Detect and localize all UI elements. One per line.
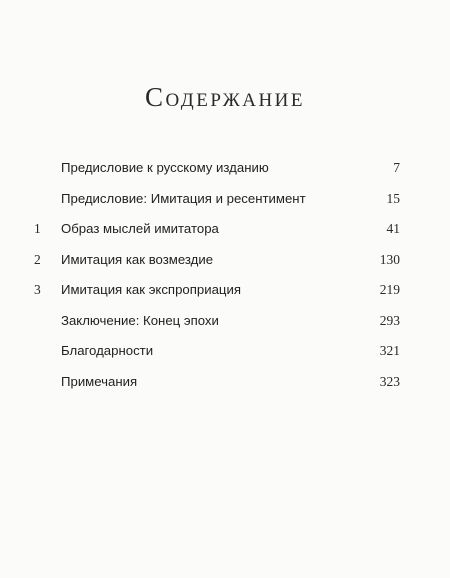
toc-page-number: 293 xyxy=(379,312,400,328)
toc-page-number: 321 xyxy=(379,343,400,358)
toc-entry-title: Примечания xyxy=(61,373,138,389)
toc-entry-title: Предисловие к русскому изданию xyxy=(61,160,269,175)
toc-entry-title: Заключение: Конец эпохи xyxy=(61,312,219,328)
toc-entry-preface-russian xyxy=(0,158,450,189)
toc-entry-title: Имитация как экспроприация xyxy=(61,282,241,297)
toc-page-number: 41 xyxy=(386,221,400,236)
toc-page-number: 323 xyxy=(379,373,400,389)
page-title: Содержание xyxy=(144,82,306,112)
toc-page-number: 219 xyxy=(379,282,400,297)
toc-entry-chapter-3 xyxy=(0,280,450,311)
toc-chapter-number: 2 xyxy=(34,251,41,267)
toc-entry-title: Образ мыслей имитатора xyxy=(61,221,219,236)
toc-chapter-number: 1 xyxy=(34,221,41,236)
toc-entry-chapter-1 xyxy=(0,219,450,250)
toc-page-number: 15 xyxy=(386,190,400,206)
toc-page-number: 130 xyxy=(379,251,400,267)
toc-entry-preface xyxy=(0,189,450,220)
toc-entry-acknowledgments xyxy=(0,341,450,372)
toc-entry-title: Благодарности xyxy=(61,343,154,358)
toc-chapter-number: 3 xyxy=(34,282,41,297)
table-of-contents xyxy=(0,158,450,402)
toc-entry-title: Имитация как возмездие xyxy=(61,251,214,267)
toc-entry-notes xyxy=(0,372,450,403)
toc-entry-title: Предисловие: Имитация и ресентимент xyxy=(61,190,306,206)
toc-entry-chapter-2 xyxy=(0,250,450,281)
toc-page-number: 7 xyxy=(393,160,400,175)
toc-entry-conclusion xyxy=(0,311,450,342)
